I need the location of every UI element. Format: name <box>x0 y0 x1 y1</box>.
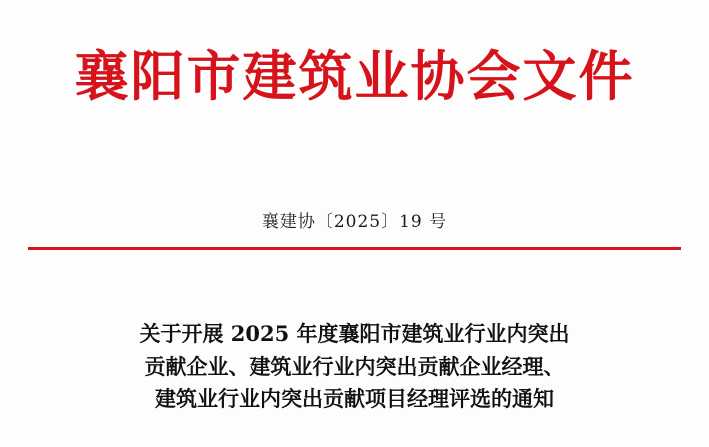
red-separator-rule <box>28 247 681 250</box>
notice-title-line: 贡献企业、建筑业行业内突出贡献企业经理、 <box>144 353 565 379</box>
notice-title-line: 建筑业行业内突出贡献项目经理评选的通知 <box>155 386 554 412</box>
notice-title <box>56 318 653 416</box>
document-serial-number: 襄建协〔2025〕19 号 <box>261 212 448 232</box>
notice-title-line: 关于开展 2025 年度襄阳市建筑业行业内突出 <box>139 321 570 346</box>
document-masthead-title: 襄阳市建筑业协会文件 <box>74 44 635 108</box>
